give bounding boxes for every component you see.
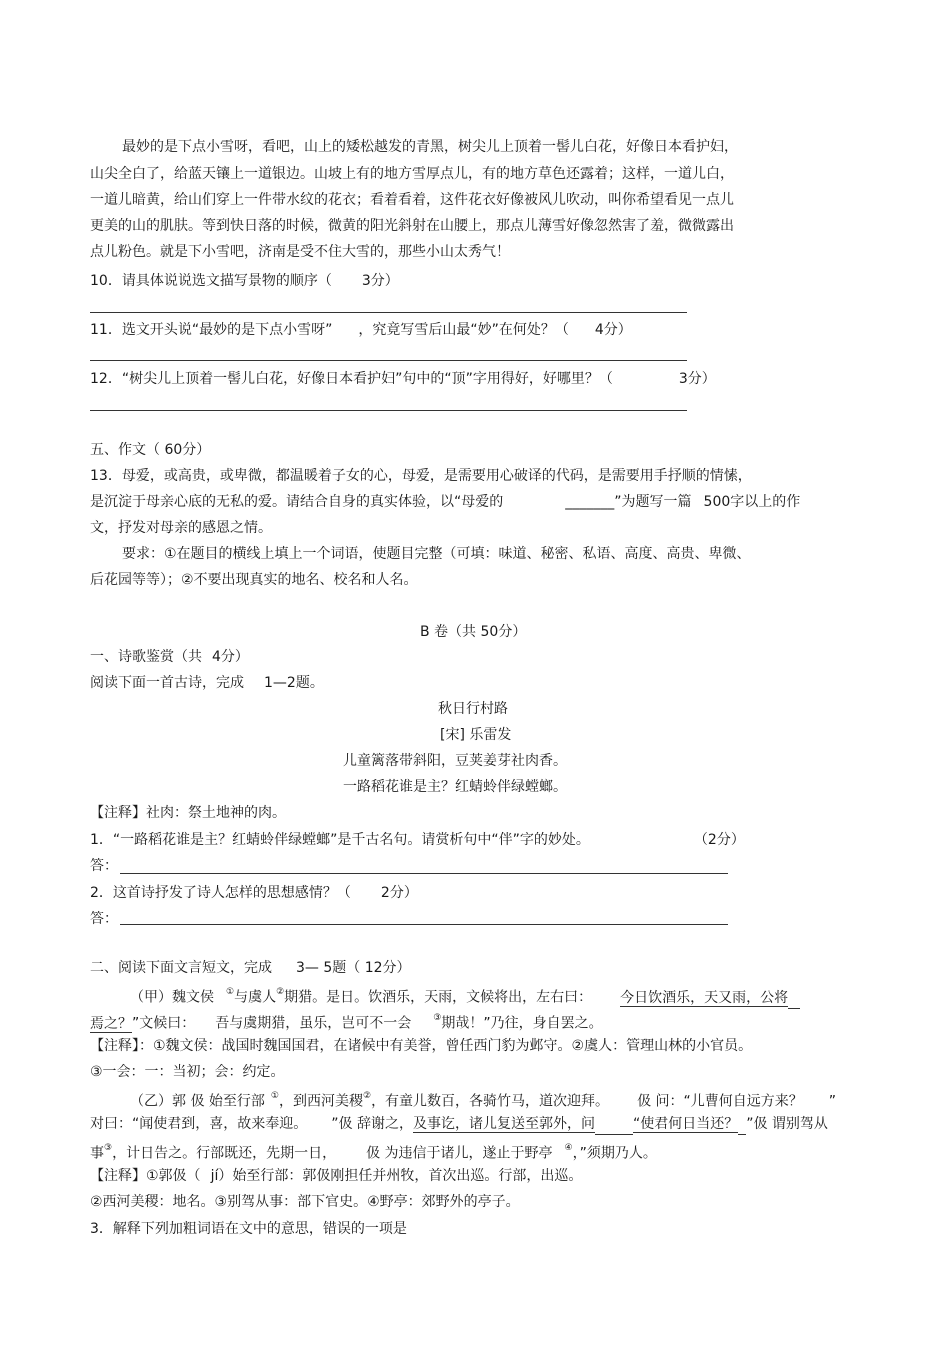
footnote-1: ①: [226, 987, 235, 997]
jia-2c: 吾与虞期猎，虽乐，岂可不一会: [215, 1015, 412, 1032]
q13-line-2-text-c: 500字以上的作: [703, 494, 801, 510]
poem-question-2-score: 2分）: [380, 885, 418, 901]
poem-intro-text: 阅读下面一首古诗，完成: [90, 675, 244, 691]
answer-label-2: 答：: [90, 911, 118, 927]
poem-question-1: [90, 830, 745, 850]
yi-3a: 事: [90, 1145, 104, 1162]
yi-3d: ，”须期乃人。: [572, 1145, 657, 1162]
answer-line-poem-1[interactable]: [120, 873, 728, 874]
question-11-score: 4分）: [594, 322, 632, 338]
classical-section-title: [90, 958, 411, 978]
underlined-sentence-1: 今日饮酒乐，天又雨，公将: [620, 989, 789, 1006]
yi-2c: ”伋 辞谢之，: [331, 1116, 413, 1132]
yi-2a: 对曰：: [90, 1116, 132, 1132]
poem-section-title: [90, 647, 249, 667]
poem-question-1-score: （2分）: [693, 832, 745, 848]
q13-line-2-text-b: ”为题写一篇: [614, 494, 692, 510]
jia-2b: ”文候曰：: [132, 1015, 196, 1032]
jia-note-2: ③一会：一：当初；会：约定。: [90, 1064, 285, 1080]
poem-title: 秋日行村路: [438, 701, 508, 717]
yi-1c: ，有童儿数百，各骑竹马，道次迎拜。: [371, 1093, 610, 1110]
yi-3b: ，计日告之。行部既还，先期一日，: [112, 1145, 337, 1162]
yi-note-2: ②西河美稷：地名。③别驾从事：部下官史。④野亭：郊野外的亭子。: [90, 1194, 520, 1210]
passage-line-3: 一道儿暗黄，给山们穿上一件带水纹的花衣；看着看着，这件花衣好像被风儿吹动，叫你希望看见一点儿: [90, 192, 734, 208]
question-12-score: 3分）: [678, 371, 716, 387]
question-3: 3．解释下列加粗词语在文中的意思，错误的一项是: [90, 1221, 407, 1237]
q13-line-3: 文，抒发对母亲的感恩之情。: [90, 520, 272, 536]
yi-1d: 伋 问：: [637, 1093, 684, 1110]
poem-section-title-text: 一、诗歌鉴赏（共: [90, 649, 202, 665]
jia-2d: 期哉！”乃往，身自罢之。: [441, 1015, 603, 1032]
classical-title-range: 3— 5题（ 12分）: [296, 960, 411, 976]
title-blank[interactable]: _______: [565, 494, 615, 510]
answer-line-10[interactable]: [90, 312, 687, 313]
poem-line-2: 一路稻花谁是主？红蜻蛉伴绿螳螂。: [343, 779, 567, 795]
poem-question-2-text: 2．这首诗抒发了诗人怎样的思想感情？（: [90, 885, 351, 901]
yi-1b: ，到西河美稷: [278, 1093, 363, 1110]
footnote-4: ①: [270, 1091, 279, 1101]
footnote-5: ②: [362, 1091, 372, 1101]
yi-3c: 伋 为违信于诸儿，遂止于野亭: [366, 1145, 553, 1162]
yi-note-1b: jí）: [210, 1168, 233, 1184]
yi-1e: “儿曹何自远方来？: [683, 1093, 803, 1110]
passage-line-2: 山尖全白了，给蓝天镶上一道银边。山坡上有的地方雪厚点儿，有的地方草色还露着；这样，一道儿白，: [90, 166, 734, 182]
question-11-text2: ，究竟写雪后山最“妙”在何处？（: [358, 322, 569, 338]
footnote-7: ④: [564, 1143, 573, 1153]
underlined-sentence-1-end: 焉之？: [90, 1015, 132, 1032]
yi-line-2: [90, 1114, 828, 1135]
answer-line-11[interactable]: [90, 360, 687, 361]
underlined-sentence-2-end: “使君何日当还？: [632, 1116, 739, 1132]
passage-line-4: 更美的山的肌肤。等到快日落的时候，微黄的阳光斜射在山腰上，那点儿薄雪好像忽然害了羞，微微露出: [90, 218, 734, 234]
q13-line-2-text: 是沉淀于母亲心底的无私的爱。请结合自身的真实体验，以“母爱的: [90, 494, 504, 510]
yi-note-1a: 【注释】①郭伋（: [90, 1168, 201, 1184]
jia-note-1: 【注释】：①魏文侯：战国时魏国国君，在诸候中有美誉，曾任西门豹为邺守。②虞人：管理山林的小官员。: [90, 1038, 753, 1054]
poem-question-1-text: 1．“一路稻花谁是主？红蜻蛉伴绿螳螂”是千古名句。请赏析句中“伴”字的妙处。: [90, 832, 590, 848]
q13-line-2: [90, 492, 800, 512]
yi-2f: ”伋 谓别驾从: [746, 1116, 828, 1132]
q13-requirement-1: 要求：①在题目的横线上填上一个词语，使题目完整（可填：味道、秘密、私语、高度、高贵、卑微、: [122, 546, 751, 562]
footnote-3: ③: [433, 1013, 442, 1023]
question-11: [90, 320, 632, 340]
yi-line-3: [90, 1140, 657, 1164]
poem-question-2: [90, 883, 418, 903]
jia-line-2: [90, 1010, 603, 1034]
q13-line-1: 13．母爱，或高贵，或卑微，都温暖着子女的心，母爱，是需要用心破译的代码，是需要用手抒顺的情愫，: [90, 468, 752, 484]
jia-1a: （甲）魏文侯: [130, 989, 214, 1006]
jia-line-1: [130, 984, 800, 1009]
yi-2b: “闻使君到，喜，故来奉迎。: [132, 1116, 308, 1132]
passage-line-1: 最妙的是下点小雪呀，看吧，山上的矮松越发的青黑，树尖儿上顶着一髻儿白花，好像日本看护妇，: [122, 139, 738, 155]
question-12-text: 12．“树尖儿上顶着一髻儿白花，好像日本看护妇”句中的“顶”字用得好，好哪里？（: [90, 371, 613, 387]
poem-section-score: 4分）: [212, 649, 249, 665]
classical-title-text: 二、阅读下面文言短文，完成: [90, 960, 272, 976]
question-12: [90, 369, 716, 389]
poem-author: [宋] 乐雷发: [440, 727, 512, 743]
passage-line-5: 点儿粉色。就是下小雪吧，济南是受不住大雪的，那些小山太秀气！: [90, 244, 510, 260]
question-10-text: 10．请具体说说选文描写景物的顺序（: [90, 273, 332, 289]
poem-intro-range: 1—2题。: [264, 675, 324, 691]
answer-line-12[interactable]: [90, 410, 687, 411]
poem-line-1: 儿童篱落带斜阳，豆荚姜芽社肉香。: [343, 753, 567, 769]
answer-line-poem-2[interactable]: [120, 924, 728, 925]
footnote-6: ③: [104, 1143, 113, 1153]
jia-1c: 期猎。是日。饮酒乐，天雨，文候将出，左右曰：: [284, 989, 593, 1006]
answer-label-1: 答：: [90, 858, 118, 874]
yi-note-1: [90, 1166, 582, 1186]
yi-note-1c: 始至行部：郭伋刚担任并州牧，首次出巡。行部，出巡。: [232, 1168, 583, 1184]
yi-line-1: [130, 1088, 836, 1112]
poem-note: 【注释】社肉：祭土地神的肉。: [90, 805, 286, 821]
section-5-title: 五、作文（ 60分）: [90, 442, 211, 458]
footnote-2: ②: [276, 987, 285, 997]
part-b-title: B 卷（共 50分）: [420, 624, 527, 640]
q13-requirement-2: 后花园等等）；②不要出现真实的地名、校名和人名。: [90, 572, 418, 588]
jia-1b: 与虞人: [234, 989, 277, 1006]
yi-1a: （乙）郭 伋 始至行部: [130, 1093, 265, 1110]
question-10-score: 3分）: [361, 273, 399, 289]
question-10: [90, 271, 399, 291]
yi-1f: ”: [828, 1093, 837, 1110]
underlined-sentence-2: 及事讫，诸儿复送至郭外，问: [412, 1116, 595, 1132]
question-11-text: 11．选文开头说“最妙的是下点小雪呀”: [90, 322, 333, 338]
poem-intro: [90, 673, 324, 693]
